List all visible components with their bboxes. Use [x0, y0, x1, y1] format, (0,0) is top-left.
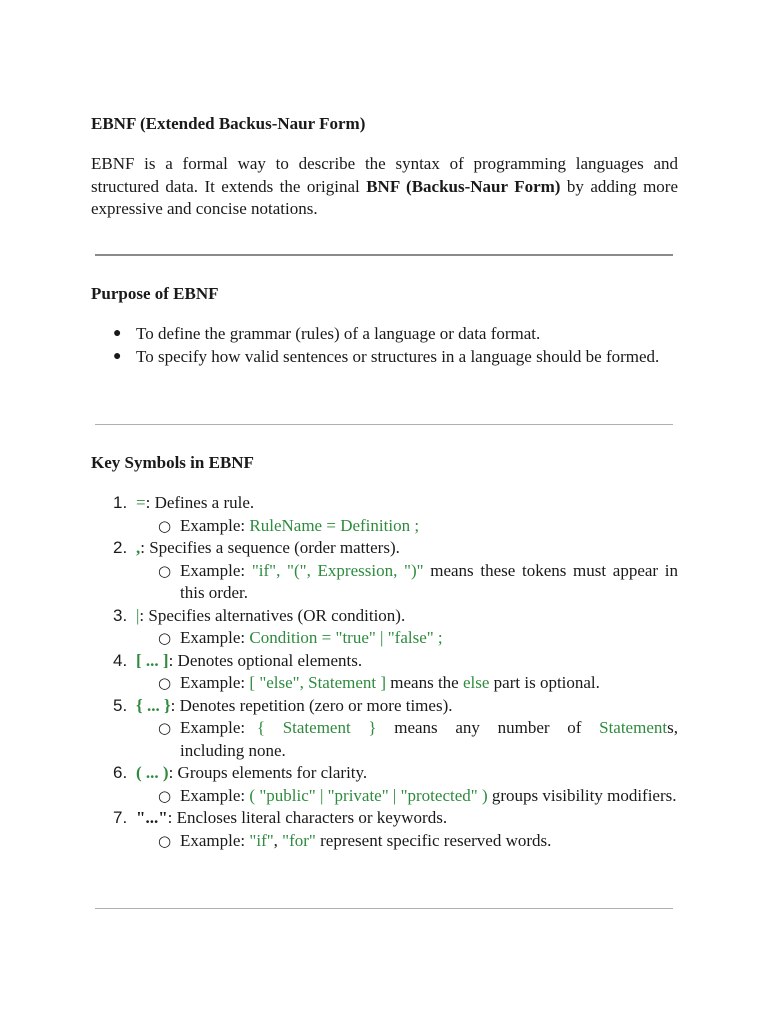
divider — [95, 424, 673, 425]
symbol-description: : Specifies a sequence (order matters). — [140, 538, 400, 557]
example-line — [91, 785, 678, 808]
example-text: groups visibility modifiers. — [487, 785, 677, 805]
example-label: Example: — [180, 718, 257, 737]
example-line — [91, 830, 678, 853]
symbol-code: = — [136, 493, 146, 512]
circle-bullet-icon: ○ — [158, 831, 172, 850]
example-text: s, including none. — [180, 718, 678, 760]
page-title: EBNF (Extended Backus-Naur Form) — [91, 114, 366, 133]
purpose-list — [91, 323, 678, 368]
symbol-description: : Encloses literal characters or keywords. — [167, 808, 448, 827]
symbol-code: | — [136, 605, 140, 625]
circle-bullet-icon: ○ — [158, 516, 172, 535]
symbol-code: ( ... ) — [136, 763, 169, 782]
list-item — [91, 492, 678, 515]
example-label: Example: — [180, 515, 250, 535]
example-line — [91, 515, 678, 538]
symbols-heading: Key Symbols in EBNF — [91, 453, 254, 472]
symbol-code: { ... } — [136, 695, 171, 715]
intro-paragraph — [91, 153, 678, 221]
list-item — [91, 537, 678, 560]
intro-text-1: EBNF is a formal way to describe the syntax of programming languages and structured data. It extends the original — [91, 154, 678, 196]
example-text: means the — [386, 673, 463, 692]
item-number: 1. — [113, 493, 128, 512]
circle-bullet-icon: ○ — [158, 674, 172, 692]
example-line — [91, 627, 678, 650]
bullet-text: To define the grammar (rules) of a language or data format. — [136, 324, 541, 343]
intro-bold-term: BNF (Backus-Naur Form) — [366, 176, 561, 196]
bullet-icon: ● — [113, 348, 122, 364]
bullet-icon: ● — [113, 326, 122, 341]
circle-bullet-icon: ○ — [158, 786, 172, 805]
item-number: 3. — [113, 605, 128, 625]
example-code: [ "else", Statement ] — [249, 673, 387, 692]
circle-bullet-icon: ○ — [158, 561, 172, 580]
example-label: Example: — [180, 560, 252, 580]
item-number: 7. — [113, 808, 128, 827]
item-number: 2. — [113, 538, 128, 557]
intro-text-2: by adding more expressive and concise notations. — [91, 176, 679, 218]
list-item — [91, 605, 678, 628]
purpose-heading: Purpose of EBNF — [91, 284, 219, 303]
circle-bullet-icon: ○ — [158, 629, 172, 647]
circle-bullet-icon: ○ — [158, 719, 172, 737]
example-code: Statement — [599, 718, 668, 737]
example-text: part is optional. — [489, 673, 600, 692]
list-item — [91, 695, 678, 718]
item-number: 5. — [113, 695, 128, 715]
list-item — [91, 650, 678, 673]
example-label: Example: — [180, 673, 250, 692]
example-label: Example: — [180, 785, 250, 805]
symbol-code: , — [136, 538, 141, 557]
example-text: means these tokens must appear in this order. — [180, 560, 678, 602]
list-item — [91, 323, 678, 346]
bullet-text: To specify how valid sentences or structures in a language should be formed. — [136, 346, 660, 366]
symbol-description: : Specifies alternatives (OR condition). — [139, 605, 406, 625]
example-code: "if", "(", Expression, ")" — [251, 560, 424, 580]
example-label: Example: — [180, 628, 250, 647]
example-text: , — [273, 830, 283, 850]
example-code: { Statement } — [256, 718, 377, 737]
symbols-list — [91, 492, 678, 852]
example-code: "if" — [249, 830, 274, 850]
example-code: else — [462, 673, 490, 692]
item-number: 4. — [113, 650, 128, 670]
item-number: 6. — [113, 763, 128, 782]
example-code: RuleName = Definition ; — [249, 515, 420, 535]
symbol-description: : Denotes repetition (zero or more times). — [170, 695, 453, 715]
example-code: Condition = "true" | "false" ; — [249, 628, 443, 647]
example-line — [91, 560, 678, 605]
symbol-code: "..." — [136, 808, 168, 827]
example-text: represent specific reserved words. — [315, 830, 552, 850]
symbol-description: : Denotes optional elements. — [168, 650, 363, 670]
divider — [95, 908, 673, 909]
list-item — [91, 346, 678, 369]
example-label: Example: — [180, 830, 250, 850]
example-code: "for" — [282, 830, 316, 850]
symbol-description: : Defines a rule. — [145, 493, 255, 512]
example-line — [91, 672, 678, 695]
example-text: means any number of — [376, 718, 600, 737]
divider — [95, 254, 673, 256]
list-item — [91, 807, 678, 830]
example-code: ( "public" | "private" | "protected" ) — [249, 785, 488, 805]
symbol-description: : Groups elements for clarity. — [168, 763, 368, 782]
symbol-code: [ ... ] — [136, 650, 169, 670]
list-item — [91, 762, 678, 785]
example-line — [91, 717, 678, 762]
